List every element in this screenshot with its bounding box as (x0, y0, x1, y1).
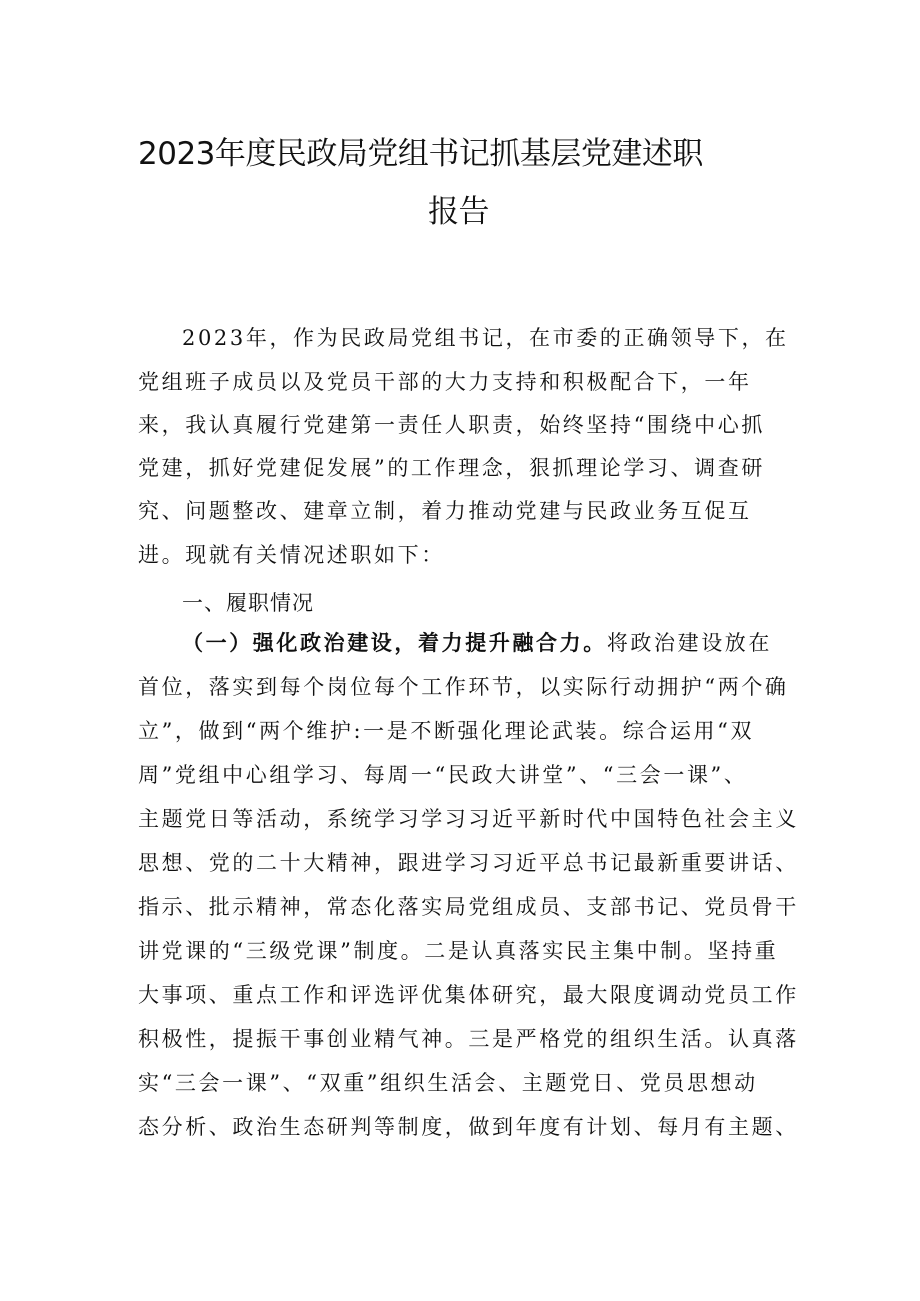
body-line: 态分析、政治生态研判等制度，做到年度有计划、每月有主题、 (138, 1115, 799, 1139)
body-line: 立”，做到“两个维护:一是不断强化理论武装。综合运用“双 (138, 719, 755, 743)
body-line: 思想、党的二十大精神，跟进学习习近平总书记最新重要讲话、 (138, 851, 799, 875)
body-line: 讲党课的“三级党课”制度。二是认真落实民主集中制。坚持重 (138, 939, 779, 963)
intro-line: 党组班子成员以及党员干部的大力支持和积极配合下，一年 (138, 370, 752, 394)
section-heading: 一、履职情况 (182, 591, 314, 615)
intro-line: 党建，抓好党建促发展”的工作理念，狠抓理论学习、调查研 (138, 456, 765, 480)
body-line: 首位，落实到每个岗位每个工作环节，以实际行动拥护“两个确 (138, 675, 789, 699)
subsection-heading: （一）强化政治建设，着力提升融合力。 (182, 631, 607, 655)
subsection-first-line (182, 627, 772, 657)
body-line: 指示、批示精神，常态化落实局党组成员、支部书记、党员骨干 (138, 895, 799, 919)
intro-line: 来，我认真履行党建第一责任人职责，始终坚持“围绕中心抓 (138, 413, 765, 437)
body-line: 主题党日等活动，系统学习学习习近平新时代中国特色社会主义 (138, 807, 799, 831)
document-title-line-2: 报告 (428, 194, 489, 230)
body-line: 周”党组中心组学习、每周一“民政大讲堂”、“三会一课”、 (138, 763, 748, 787)
body-line: 实“三会一课”、“双重”组织生活会、主题党日、党员思想动 (138, 1071, 758, 1095)
body-line: 大事项、重点工作和评选评优集体研究，最大限度调动党员工作 (138, 983, 799, 1007)
subsection-first-line-text: 将政治建设放在 (606, 631, 773, 655)
intro-line: 进。现就有关情况述职如下： (138, 543, 445, 567)
body-line: 积极性，提振干事创业精气神。三是严格党的组织生活。认真落 (138, 1027, 799, 1051)
intro-line: 究、问题整改、建章立制，着力推动党建与民政业务互促互 (138, 499, 752, 523)
document-title-line-1: 2023年度民政局党组书记抓基层党建述职 (138, 136, 703, 172)
intro-line: 2023年，作为民政局党组书记，在市委的正确领导下，在 (182, 326, 789, 350)
